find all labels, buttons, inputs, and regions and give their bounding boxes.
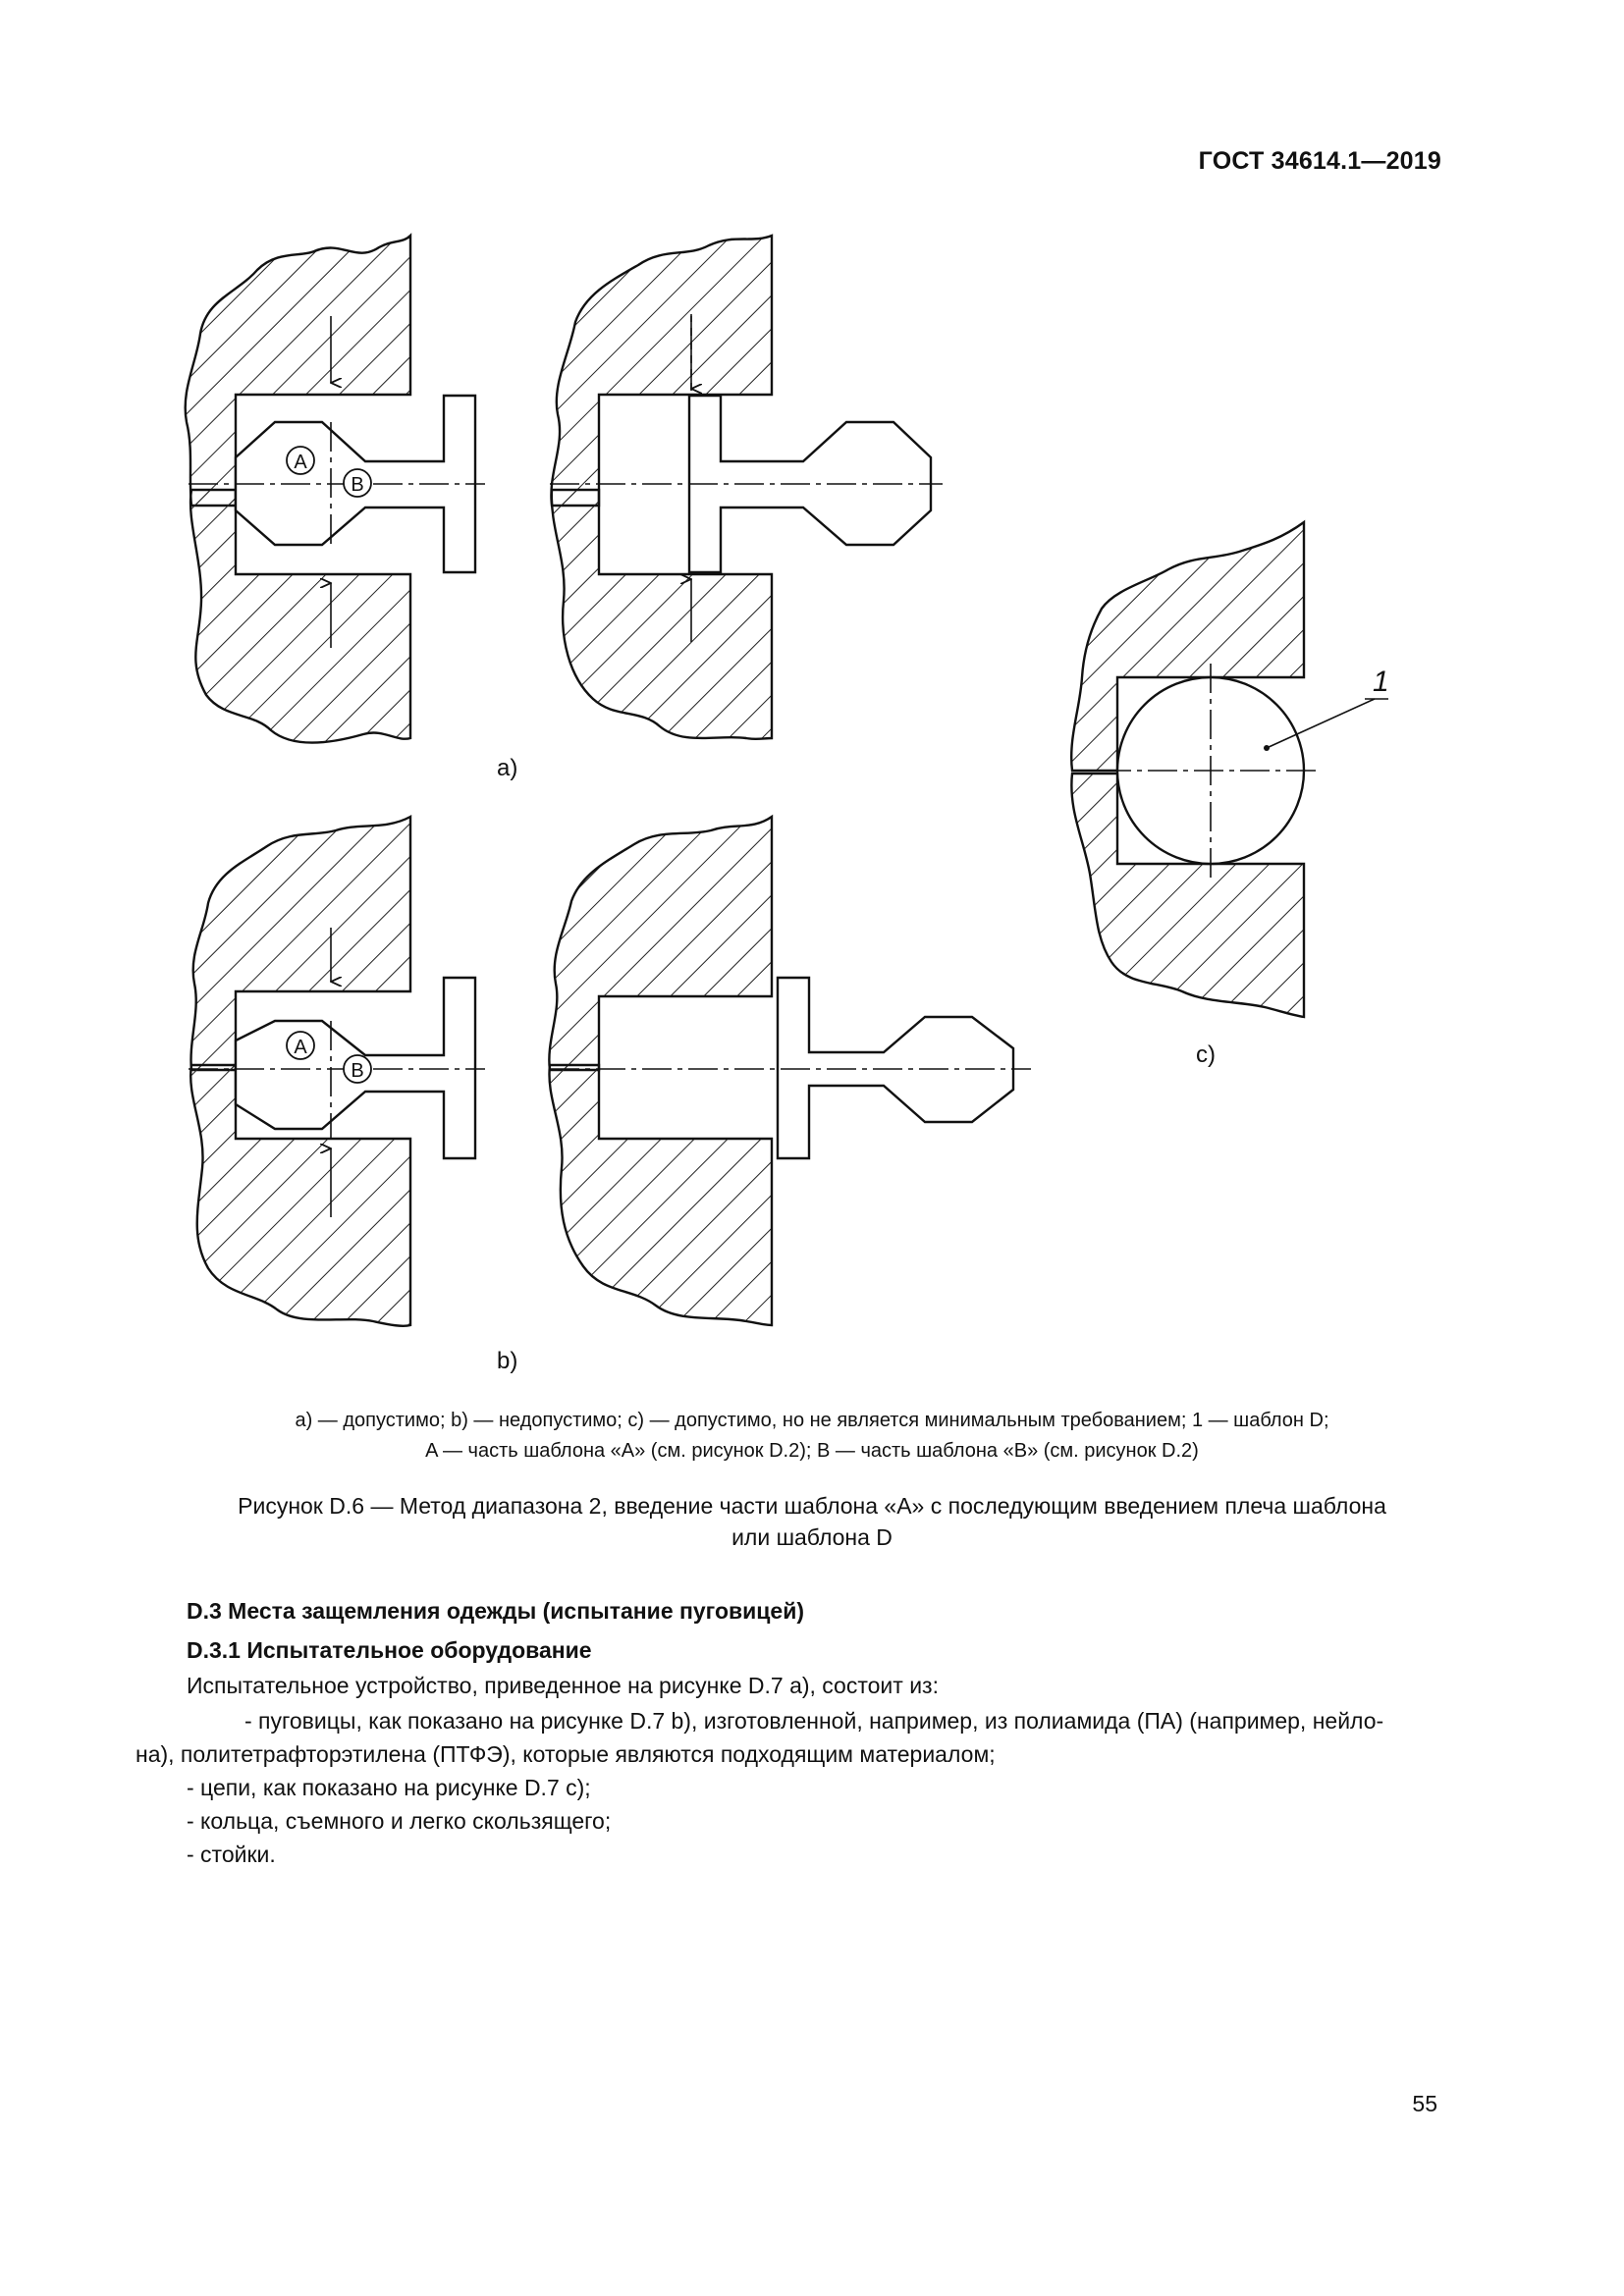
wall-lower-b2 — [549, 1065, 772, 1325]
list-item-3: - кольца, съемного и легко скользящего; — [187, 1808, 612, 1834]
fig-b-right — [549, 817, 1031, 1325]
list-item-1-line-1: - пуговицы, как показано на рисунке D.7 b), изготовленной, например, из полиамида (ПА) (например, нейло- — [244, 1708, 1384, 1734]
sublabel-a: a) — [497, 755, 518, 781]
fig-c — [1071, 522, 1388, 1017]
figure-legend — [137, 1406, 1487, 1467]
caption-line-1: Рисунок D.6 — Метод диапазона 2, введение части шаблона «А» с последующим введением плеча шаблона — [238, 1493, 1386, 1519]
button-b2 — [778, 978, 1013, 1158]
marker-label-1: 1 — [1373, 666, 1389, 698]
sublabel-b: b) — [497, 1348, 518, 1374]
fig-a-left — [186, 236, 485, 743]
list-item-4: - стойки. — [187, 1842, 276, 1867]
list-item-1-line-2: на), политетрафторэтилена (ПТФЭ), которые являются подходящим материалом; — [135, 1741, 996, 1767]
legend-line-1: a) — допустимо; b) — недопустимо; c) — допустимо, но не является минимальным требованием; 1 — шаблон D; — [295, 1410, 1329, 1431]
wall-lower-a2 — [552, 490, 772, 739]
wall-upper-b2 — [549, 817, 772, 1070]
marker-label-B-a1: B — [351, 474, 364, 496]
marker-label-A-a1: A — [294, 452, 307, 473]
marker-label-B-b1: B — [351, 1060, 364, 1082]
sublabel-c: c) — [1196, 1041, 1216, 1068]
section-heading: D.3 Места защемления одежды (испытание пуговицей) — [187, 1598, 805, 1624]
page-number: 55 — [1412, 2091, 1437, 2116]
caption-line-2: или шаблона D — [731, 1524, 893, 1550]
fig-a-right — [550, 236, 943, 739]
intro-paragraph: Испытательное устройство, приведенное на рисунке D.7 a), состоит из: — [187, 1673, 939, 1698]
list-item-2: - цепи, как показано на рисунке D.7 c); — [187, 1775, 591, 1800]
document-header: ГОСТ 34614.1—2019 — [1198, 147, 1441, 175]
subsection-heading: D.3.1 Испытательное оборудование — [187, 1637, 592, 1663]
leader-dot-1 — [1264, 745, 1270, 751]
figure-caption — [137, 1490, 1487, 1553]
legend-line-2: A — часть шаблона «A» (см. рисунок D.2); B — часть шаблона «B» (см. рисунок D.2) — [425, 1440, 1199, 1462]
fig-b-left — [189, 817, 485, 1326]
marker-label-A-b1: A — [294, 1037, 307, 1058]
